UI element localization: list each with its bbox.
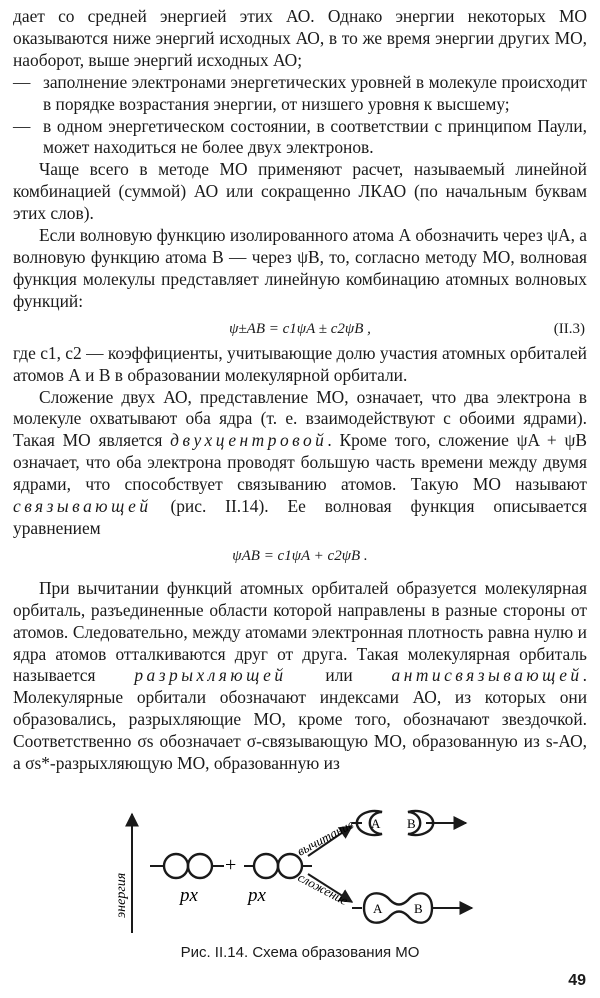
text-span: . Молекулярные орбитали обозначают индексами АО, из которых они образовались, разрыхляющие МО, кроме того, обозначают звездочкой. Соответственно σs обозначает σ-связывающую МО, образованную из s-АО, а σs*-разрыхляющую МО, образованную из [13,665,587,774]
paragraph-coefficients: где c1, c2 — коэффициенты, учитывающие долю участия атомных орбиталей атомов А и В в образовании молекулярной орбитали. [13,342,587,385]
text-span: . Кроме того, сложение ψA + ψB означает, что оба электрона проводят большую часть времени между двумя ядрами, что способствует связыванию атомов. Такую МО называют [13,430,587,495]
equation-number: (II.3) [553,320,585,337]
px-lobe [254,854,278,878]
px-lobe [278,854,302,878]
paragraph-wavefunction: Если волновую функцию изолированного атома А обозначить через ψA, а волновую функцию атома В — через ψB, то, согласно методу МО, волновая функция молекулы представляет линейную комбинацию атомных волновых функций: [13,225,587,311]
equation-bonding [13,540,587,578]
atom-a-label: A [371,816,381,831]
text-span: или [286,665,392,686]
list-item [13,116,587,160]
list-item-text: в одном энергетическом состоянии, в соответствии с принципом Паули, может находиться не более двух электронов. [43,115,587,158]
paragraph-continuation: дает со средней энергией этих АО. Однако энергии некоторых МО оказываются ниже энергий исходных АО, в то же время энергии других МО, наоборот, выше энергий исходных АО; [13,6,587,70]
px-label: px [180,885,198,906]
plus-sign: + [225,854,237,876]
list-item-text: заполнение электронами энергетических уровней в молекуле происходит в порядке возрастания энергии, от низшего уровня к высшему; [43,71,587,114]
atom-b-label: B [407,816,416,831]
px-lobe [188,854,212,878]
text-span: (рис. II.14). Ее волновая функция описывается уравнением [13,496,587,538]
energy-axis-label: энергия [114,872,129,918]
equation-ii3 [13,313,587,343]
list-item [13,72,587,116]
paragraph-lcao: Чаще всего в методе МО применяют расчет, называемый линейной комбинацией (суммой) АО или сокращенно ЛКАО (по начальным буквам этих слов). [13,159,587,224]
antibonding-mo [352,811,466,835]
atom-b-label: B [414,901,423,916]
equation-formula: ψ±AB = c1ψA ± c2ψB , [229,320,371,337]
subtraction-label: вычитание [294,816,357,859]
bonding-mo [352,893,472,922]
px-lobe [164,854,188,878]
equation-formula: ψAB = c1ψA + c2ψB . [232,547,368,564]
text-block [13,6,587,775]
figure-caption: Рис. II.14. Схема образования МО [180,944,420,961]
mo-formation-diagram [114,808,500,938]
dash-marker: — [13,71,31,92]
dash-marker: — [13,115,31,136]
paragraph-antibonding [13,578,587,775]
spaced-term: разрыхляющей [134,665,287,686]
px-label: px [248,885,266,906]
atom-a-label: A [373,901,383,916]
spaced-term: связывающей [13,496,152,517]
spaced-term: антисвязывающей [391,665,583,686]
page-number: 49 [568,972,586,989]
text-span: При вычитании функций атомных орбиталей образуется молекулярная орбиталь, разъединенные области которой направлены в разные стороны от атомов. Следовательно, между атомами электронная плотность равна нулю и ядра атомов отталкиваются друг от друга. Такая молекулярная орбиталь называется [13,577,587,686]
spaced-term: двухцентровой [170,430,328,451]
text-span: Сложение двух АО, представление МО, означает, что два электрона в молекуле охватывают оба ядра (т. е. взаимодействуют с обоими ядрами). Такая МО является [13,386,587,451]
paragraph-bonding [13,387,587,540]
addition-label: сложение [295,869,351,909]
